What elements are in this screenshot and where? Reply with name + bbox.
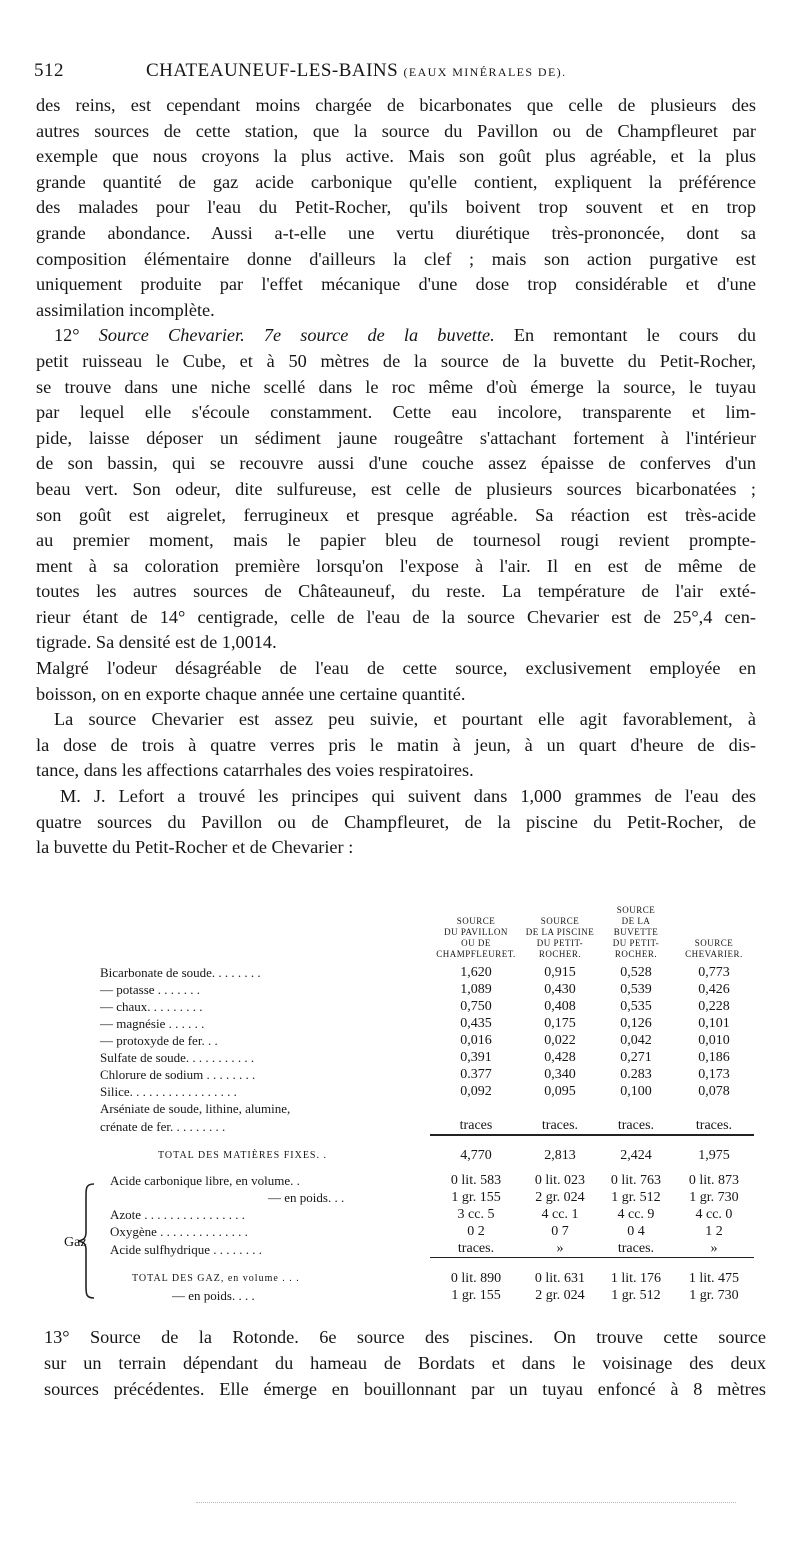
text-line: par lequel elle s'écoule constamment. Cette eau incolore, transparente et lim-	[36, 402, 756, 423]
table-cell: 0,101	[698, 1016, 730, 1031]
row-label: Azote . . . . . . . . . . . . . . . .	[110, 1207, 246, 1222]
text-line: au premier moment, mais le papier bleu de tournesol rougi revient prompte-	[36, 530, 756, 551]
table-row	[98, 1032, 754, 1049]
table-cell: 1 gr. 155	[451, 1190, 501, 1205]
gas-totals	[98, 1258, 754, 1304]
text-line: uniquement produite par l'effet mécanique d'une dose trop considérable et d'une	[36, 274, 756, 295]
table-cell: 0 4	[627, 1224, 645, 1239]
table-cell: 1,620	[460, 965, 492, 980]
table-cell: 0,126	[620, 1016, 652, 1031]
body-text	[36, 93, 756, 861]
table-cell	[674, 1100, 754, 1117]
row-label: Acide carbonique libre, en volume. .	[110, 1173, 300, 1188]
table-row	[98, 1164, 754, 1189]
gas-weight-label: — en poids. . . .	[172, 1287, 255, 1303]
table-cell: 4 cc. 9	[617, 1207, 655, 1222]
column-header-text: SOURCE DU PAVILLON OU DE CHAMPFLEURET.	[436, 916, 516, 959]
section-title: Source Chevarier. 7e source de la buvette.	[98, 325, 495, 346]
table-cell: 0,528	[620, 965, 652, 980]
table-cell: 4 cc. 1	[541, 1207, 579, 1222]
table-cell: 0,428	[544, 1050, 576, 1065]
table-cell: 0,092	[460, 1084, 492, 1099]
table-cell: 0,095	[544, 1084, 576, 1099]
table-cell: 1,975	[674, 1135, 754, 1164]
row-label: — potasse . . . . . . .	[100, 982, 201, 997]
header-title: CHATEAUNEUF-LES-BAINS	[146, 60, 399, 81]
text-line: La source Chevarier est assez peu suivie, et pourtant elle agit favorablement, à	[54, 709, 756, 730]
text-line: Malgré l'odeur désagréable de l'eau de cette source, exclusivement employée en	[36, 658, 756, 679]
table-cell: 2 gr. 024	[535, 1287, 585, 1303]
table-row	[98, 1049, 754, 1066]
table-cell: 1 gr. 512	[611, 1287, 661, 1303]
row-label: Acide sulfhydrique . . . . . . . .	[110, 1241, 263, 1257]
text-line: petit ruisseau le Cube, et à 50 mètres de la source de la buvette du Petit-Rocher,	[36, 350, 756, 371]
table-cell: 0 lit. 763	[610, 1173, 662, 1188]
table-row	[98, 1258, 754, 1287]
table-row	[98, 1015, 754, 1032]
table-cell: 0,271	[620, 1050, 652, 1065]
total-label	[98, 1135, 430, 1164]
table-cell: 0,340	[544, 1067, 576, 1082]
table-cell: 1 lit. 176	[598, 1258, 674, 1287]
row-label: Arséniate de soude, lithine, alumine,	[100, 1101, 291, 1116]
text-line: la buvette du Petit-Rocher et de Chevarier :	[36, 837, 354, 858]
text-line: se trouve dans une niche scellé dans le roc même d'où émerge la source, le tuyau	[36, 376, 756, 397]
table-cell: 0 lit. 583	[450, 1173, 502, 1188]
section-lead: En remontant le cours du	[494, 325, 756, 346]
text-line: de son bassin, qui se recouvre aussi d'une couche assez épaisse de conferves d'un	[36, 453, 756, 474]
table-cell	[522, 1100, 598, 1117]
table-cell: 0.377	[460, 1067, 492, 1082]
table-row	[98, 998, 754, 1015]
table-cell: 2,424	[598, 1135, 674, 1164]
table-cell: traces.	[457, 1241, 495, 1256]
text-line: sources précédentes. Elle émerge en bouillonnant par un tuyau enfoncé à 8 mètres	[44, 1379, 766, 1399]
table-cell: 2,813	[522, 1135, 598, 1164]
gas-rows	[98, 1164, 754, 1258]
table-cell: 1 gr. 155	[451, 1287, 501, 1303]
table-cell: 0,539	[620, 982, 652, 997]
row-label: crénate de fer. . . . . . . . .	[100, 1119, 226, 1134]
table-cell: 0,750	[460, 999, 492, 1014]
table-cell: 0,175	[544, 1016, 576, 1031]
table-cell: 0,022	[544, 1033, 576, 1048]
row-label: Silice. . . . . . . . . . . . . . . . .	[100, 1084, 237, 1099]
fixed-total	[98, 1135, 754, 1164]
row-label: Oxygène . . . . . . . . . . . . . .	[110, 1224, 248, 1239]
table-cell: 1,089	[460, 982, 492, 997]
table-row	[98, 1240, 754, 1258]
table-cell: »	[556, 1241, 564, 1256]
paragraph-lefort	[36, 784, 756, 861]
row-label: — magnésie . . . . . .	[100, 1016, 205, 1031]
column-header-text: SOURCE DE LA BUVETTE DU PETIT- ROCHER.	[612, 905, 660, 959]
table-cell: 4 cc. 0	[695, 1207, 733, 1222]
table-cell: 1 gr. 730	[689, 1190, 739, 1205]
table-cell: 0,391	[460, 1050, 492, 1065]
table-row	[98, 1066, 754, 1083]
text-line: son goût est aigrelet, ferrugineux et presque agréable. Sa réaction est très-acide	[36, 504, 756, 525]
table-cell: 0,228	[698, 999, 730, 1014]
table-cell: »	[710, 1241, 718, 1256]
table-cell: 3 cc. 5	[457, 1207, 495, 1222]
table-cell: 0,408	[544, 999, 576, 1014]
text-line: sur un terrain dépendant du hameau de Bordats et dans le voisinage des deux	[44, 1353, 766, 1373]
table-row	[98, 1117, 754, 1135]
table-cell: 0,186	[698, 1050, 730, 1065]
fixed-matter-rows	[98, 964, 754, 1135]
gas-total-label-text: TOTAL DES GAZ, en volume . . .	[132, 1272, 300, 1284]
table-row	[98, 1287, 754, 1304]
table-cell: 0,915	[544, 965, 576, 980]
table-cell: 0,535	[620, 999, 652, 1014]
text-line: la dose de trois à quatre verres pris le matin à jeun, à un quart d'heure de dis-	[36, 734, 756, 755]
composition-table	[98, 905, 754, 1304]
table-row	[98, 964, 754, 981]
table-cell: 0.283	[620, 1067, 652, 1082]
table-cell: 1 lit. 475	[674, 1258, 754, 1287]
table-cell: 0,100	[620, 1084, 652, 1099]
table-cell: 0,042	[620, 1033, 652, 1048]
table-cell: traces.	[617, 1118, 655, 1133]
text-line: autres sources de cette station, que la source du Pavillon ou de Champfleuret par	[36, 120, 756, 141]
text-line: M. J. Lefort a trouvé les principes qui suivent dans 1,000 grammes de l'eau des	[60, 786, 756, 807]
section-number: 13°	[44, 1327, 90, 1347]
header-title-block	[146, 60, 566, 82]
table-header-row	[98, 905, 754, 964]
text-line: toutes les autres sources de Châteauneuf, du reste. La température de l'air exté-	[36, 581, 756, 602]
header-subtitle: (EAUX MINÉRALES DE).	[403, 65, 567, 79]
table-cell: 1 gr. 730	[689, 1287, 739, 1303]
column-header-text: SOURCE DE LA PISCINE DU PETIT- ROCHER.	[525, 916, 595, 959]
table-cell: traces.	[617, 1241, 655, 1256]
text-line: des malades pour l'eau du Petit-Rocher, qu'ils boivent trop souvent et en trop	[36, 197, 756, 218]
column-header	[598, 905, 674, 964]
table-cell: 0 2	[467, 1224, 485, 1239]
row-label: — protoxyde de fer. . .	[100, 1033, 218, 1048]
section-title: Source de la Rotonde. 6e source des piscines.	[89, 1327, 534, 1347]
table-cell	[430, 1100, 522, 1117]
table-row	[98, 1135, 754, 1164]
total-label-text: TOTAL DES MATIÈRES FIXES. .	[158, 1150, 327, 1161]
text-line: des reins, est cependant moins chargée de bicarbonates que celle de plusieurs des	[36, 95, 756, 115]
table-cell: 0,173	[698, 1067, 730, 1082]
text-line: composition élémentaire donne d'ailleurs la clef ; mais son action purgative est	[36, 248, 756, 269]
row-label: Bicarbonate de soude. . . . . . . .	[100, 965, 261, 980]
table-row	[98, 1100, 754, 1117]
table-cell: 0,435	[460, 1016, 492, 1031]
table-row	[98, 1223, 754, 1240]
text-line: pide, laisse déposer un sédiment jaune rougeâtre s'attachant fortement à l'intérieur	[36, 427, 756, 448]
row-label: — en poids. . .	[268, 1190, 345, 1205]
table-cell: 0,430	[544, 982, 576, 997]
text-line: grande abondance. Aussi a-t-elle une vertu diurétique très-prononcée, dont sa	[36, 222, 756, 243]
table-cell: 0,426	[698, 982, 730, 997]
column-header	[430, 905, 522, 964]
text-line: grande quantité de gaz acide carbonique qu'elle contient, expliquent la préférence	[36, 171, 756, 192]
section-number: 12°	[54, 325, 99, 346]
table-cell: 0 7	[551, 1224, 569, 1239]
table-cell: 0 lit. 890	[430, 1258, 522, 1287]
table-row	[98, 981, 754, 998]
row-label: — chaux. . . . . . . . .	[100, 999, 203, 1014]
text-line: tigrade. Sa densité est de 1,0014.	[36, 632, 277, 653]
row-label: Chlorure de sodium . . . . . . . .	[100, 1067, 256, 1082]
gas-label: Gaz	[64, 1235, 87, 1250]
paragraph-usage	[36, 707, 756, 784]
table-cell: 4,770	[430, 1135, 522, 1164]
text-line: assimilation incomplète.	[36, 299, 215, 320]
heading-line	[44, 1324, 766, 1350]
column-header	[522, 905, 598, 964]
table-row	[98, 1189, 754, 1206]
gas-total-label	[98, 1258, 430, 1287]
text-line: beau vert. Son odeur, dite sulfureuse, est celle de plusieurs sources bicarbonatées ;	[36, 478, 756, 499]
text-line: rieur étant de 14° centigrade, celle de l'eau de la source Chevarier est de 25°,4 cen-	[36, 606, 756, 627]
table-cell: traces.	[695, 1118, 733, 1133]
paragraph-petit-rocher	[36, 93, 756, 323]
header-spacer	[98, 905, 430, 964]
heading-line	[36, 323, 756, 349]
paragraph-source-rotonde	[44, 1324, 766, 1402]
text-line: quatre sources du Pavillon ou de Champfleuret, de la piscine du Petit-Rocher, de	[36, 811, 756, 832]
table-cell: 0,078	[698, 1084, 730, 1099]
table-row	[98, 1206, 754, 1223]
text-line: exemple que nous croyons la plus active. Mais son goût plus agréable, et la plus	[36, 146, 756, 167]
table-cell: 0 lit. 631	[522, 1258, 598, 1287]
table-cell: 1 2	[705, 1224, 723, 1239]
text-line: tance, dans les affections catarrhales des voies respiratoires.	[36, 760, 474, 781]
table-cell: 1 gr. 512	[611, 1190, 661, 1205]
text-line: ment à sa coloration première lorsqu'on l'expose à l'air. Il en est de même de	[36, 555, 756, 576]
table-cell	[598, 1100, 674, 1117]
table-cell: 0 lit. 023	[534, 1173, 586, 1188]
paragraph-source-chevarier	[36, 323, 756, 656]
column-header	[674, 905, 754, 964]
text-line: boisson, on en exporte chaque année une certaine quantité.	[36, 683, 466, 704]
running-header	[34, 60, 754, 90]
table-cell: 0,773	[698, 965, 730, 980]
bottom-rule	[196, 1502, 736, 1503]
table-row	[98, 1083, 754, 1100]
page-number: 512	[34, 60, 64, 81]
section-lead: On trouve cette source	[533, 1327, 766, 1347]
table-cell: 2 gr. 024	[535, 1190, 585, 1205]
table-cell: traces	[459, 1118, 493, 1133]
column-header-text: SOURCE CHEVARIER.	[685, 938, 743, 959]
table-cell: 0,016	[460, 1033, 492, 1048]
row-label: Sulfate de soude. . . . . . . . . . .	[100, 1050, 255, 1065]
table-cell: traces.	[541, 1118, 579, 1133]
paragraph-export	[36, 656, 756, 707]
table-cell: 0,010	[698, 1033, 730, 1048]
table-cell: 0 lit. 873	[688, 1173, 740, 1188]
